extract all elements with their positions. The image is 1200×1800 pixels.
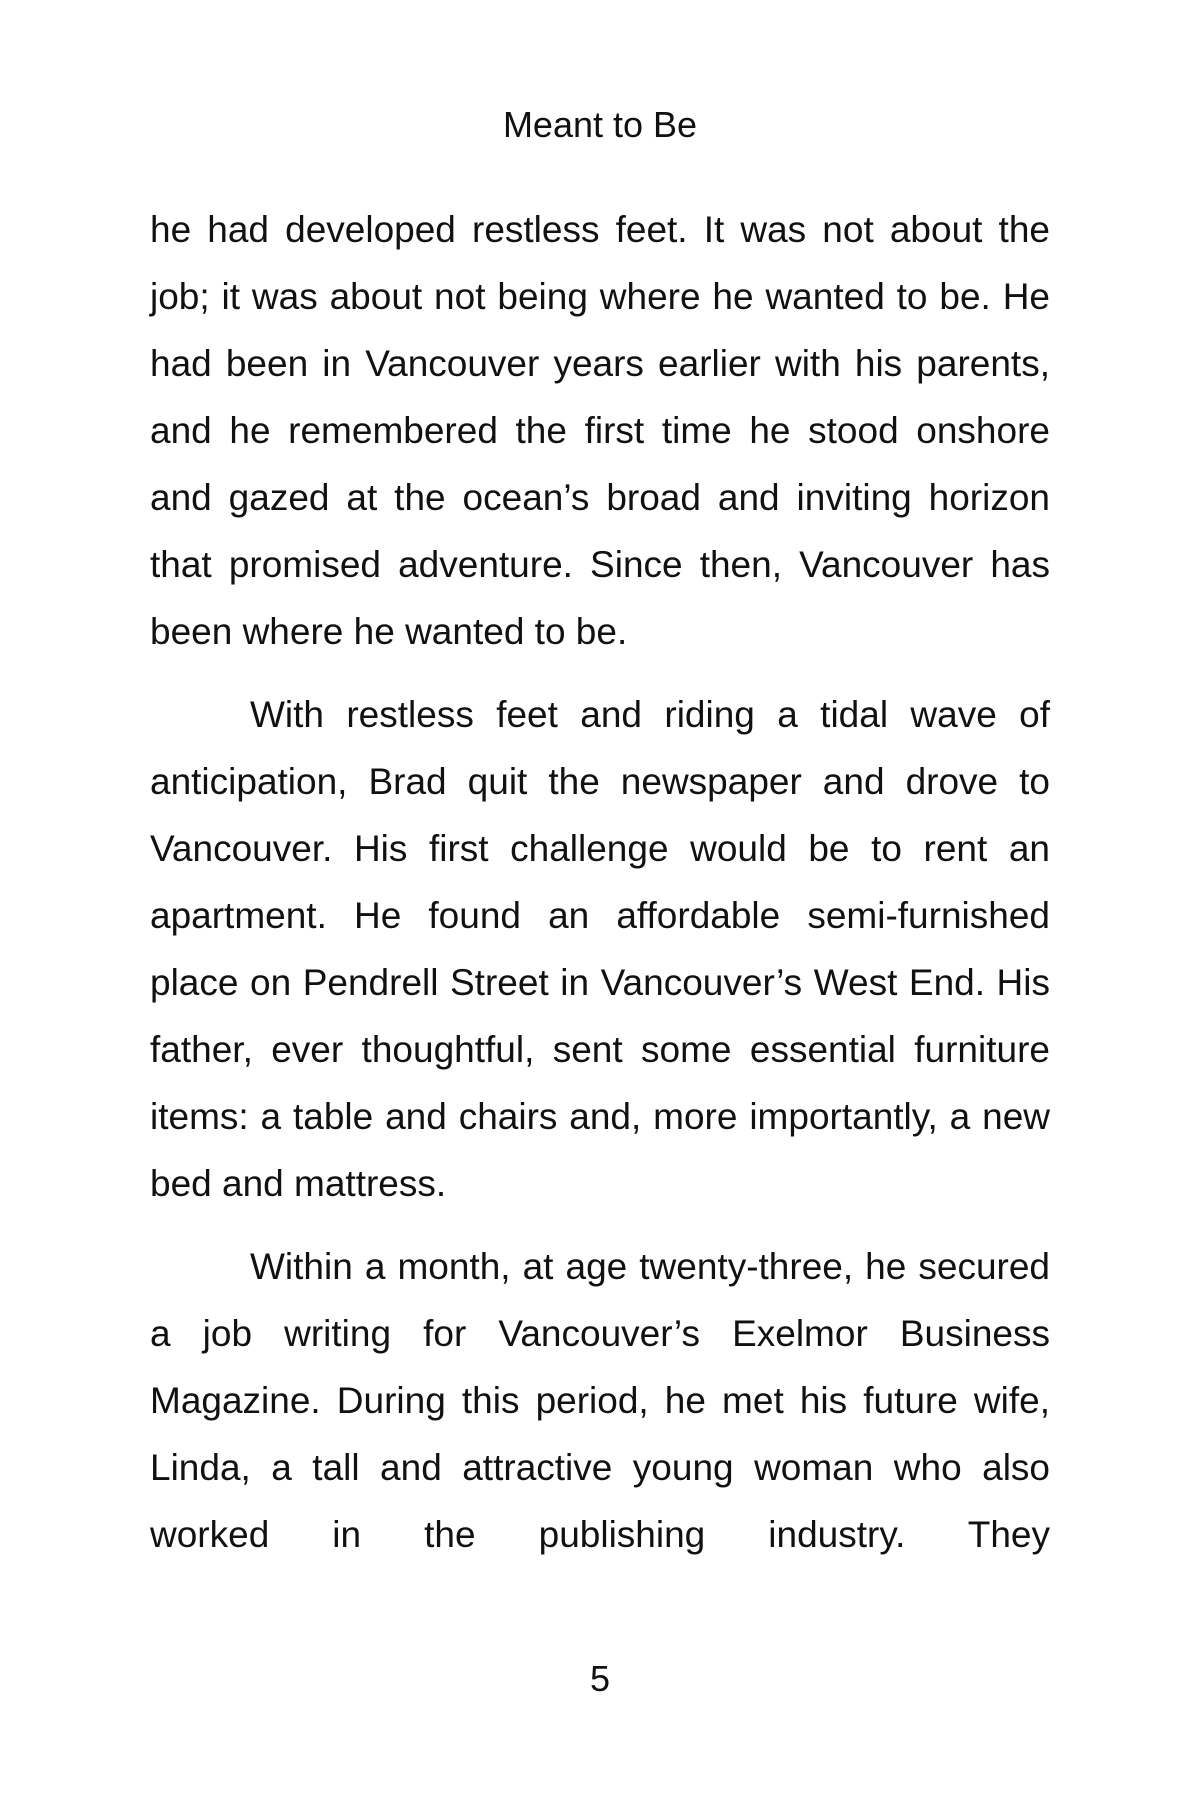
paragraph: he had developed restless feet. It was not about the job; it was about not being where he wanted to be. He had been in Vancouver years earlier with his parents, and he remembered the first time he stood onshore and gazed at the ocean’s broad and inviting horizon that promised adventure. Since then, Vancouver has been where he wanted to be. <box>150 209 1050 652</box>
body-text <box>150 196 1050 1568</box>
running-head: Meant to Be <box>502 104 698 145</box>
paragraph: Within a month, at age twenty-three, he secured a job writing for Vancouver’s Exelmor Business Magazine. During this period, he met his future wife, Linda, a tall and attractive young woman who also worked in the publishing industry. They <box>150 1246 1050 1555</box>
paragraph: With restless feet and riding a tidal wave of anticipation, Brad quit the newspaper and drove to Vancouver. His first challenge would be to rent an apartment. He found an affordable semi-furnished place on Pendrell Street in Vancouver’s West End. His father, ever thoughtful, sent some essential furniture items: a table and chairs and, more importantly, a new bed and mattress. <box>150 694 1050 1204</box>
page-number: 5 <box>589 1658 611 1699</box>
